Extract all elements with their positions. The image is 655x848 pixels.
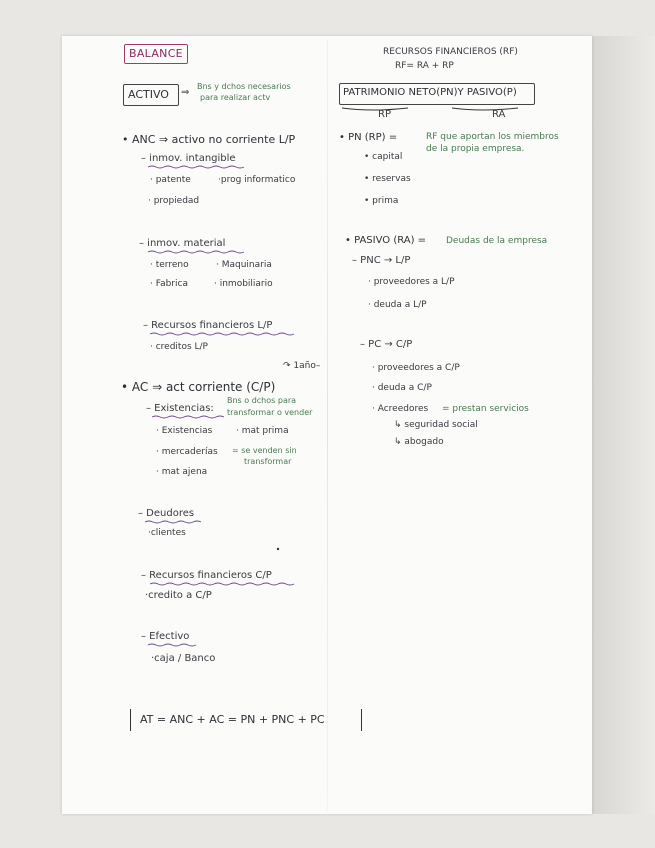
ac-heading: • AC ⇒ act corriente (C/P) [121, 380, 276, 394]
terreno: · terreno [150, 260, 189, 270]
rp-bracket [342, 108, 408, 110]
abogado: ↳ abogado [394, 437, 444, 447]
propiedad: · propiedad [148, 196, 200, 206]
activo-label: ACTIVO [128, 88, 169, 101]
ra-label: RA [492, 109, 506, 120]
recursos-financieros-lp: – Recursos financieros L/P [143, 320, 273, 331]
prima: • prima [364, 196, 399, 206]
pasivo-def: Deudas de la empresa [446, 236, 548, 246]
existencias-item: · Existencias [156, 426, 213, 436]
pn-heading: • PN (RP) = [339, 132, 398, 143]
anc-heading: • ANC ⇒ activo no corriente L/P [122, 133, 296, 146]
pnc-deuda: · deuda a L/P [368, 300, 427, 310]
page-title: BALANCE [129, 47, 183, 60]
recursos-financieros-cp: – Recursos financieros C/P [141, 570, 272, 581]
underline-existencias [152, 416, 224, 418]
underline-efectivo [148, 644, 196, 646]
prog-informatico: ·prog informatico [218, 175, 296, 185]
mat-ajena: · mat ajena [156, 467, 208, 477]
pnc-proveedores: · proveedores a L/P [368, 277, 455, 287]
reservas: • reservas [364, 174, 411, 184]
underline-recursos-lp [150, 333, 294, 335]
balance-formula: AT = ANC + AC = PN + PNC + PC [140, 713, 325, 726]
mercaderias-note-line2: transformar [244, 457, 292, 466]
creditos-lp: · creditos L/P [150, 342, 208, 352]
existencias-heading: – Existencias: [146, 403, 214, 414]
pc-proveedores: · proveedores a C/P [372, 363, 460, 373]
clientes: ·clientes [148, 528, 186, 538]
underline-recursos-cp [150, 583, 294, 585]
rf-heading: RECURSOS FINANCIEROS (RF) [383, 47, 518, 57]
activo-note-line1: Bns y dchos necesarios [197, 82, 291, 91]
mat-prima: · mat prima [236, 426, 289, 436]
deudores: – Deudores [138, 508, 195, 519]
patrimonio-label: PATRIMONIO NETO(PN)Y PASIVO(P) [343, 87, 517, 98]
caja-banco: ·caja / Banco [151, 653, 216, 664]
seguridad-social: ↳ seguridad social [394, 420, 478, 430]
acreedores-note: = prestan servicios [442, 404, 529, 414]
inmov-intangible: – inmov. intangible [141, 153, 236, 164]
underline-deudores [145, 521, 201, 523]
inmov-material: – inmov. material [139, 238, 226, 249]
activo-arrow: ⇒ [181, 87, 190, 98]
capital: • capital [364, 152, 403, 162]
maquinaria: · Maquinaria [216, 260, 272, 270]
stray-dot [277, 548, 279, 550]
acreedores: · Acreedores [372, 404, 429, 414]
pnc-heading: – PNC → L/P [352, 255, 411, 266]
inmobiliario: · inmobiliario [214, 279, 273, 289]
mercaderias-note-line1: = se venden sin [232, 446, 297, 455]
existencias-note-line2: transformar o vender [227, 408, 313, 417]
rf-formula: RF= RA + RP [395, 61, 454, 71]
efectivo: – Efectivo [141, 631, 190, 642]
fabrica: · Fabrica [150, 279, 188, 289]
pc-deuda: · deuda a C/P [372, 383, 432, 393]
underline-inmov-material [148, 251, 244, 253]
underline-inmov-intangible [148, 166, 244, 168]
ra-bracket [452, 108, 518, 110]
credito-cp: ·credito a C/P [145, 590, 212, 601]
pasivo-heading: • PASIVO (RA) = [345, 235, 427, 246]
pn-def-line2: de la propia empresa. [426, 144, 525, 154]
pc-heading: – PC → C/P [360, 339, 413, 350]
pn-def-line1: RF que aportan los miembros [426, 132, 559, 142]
mercaderias: · mercaderías [156, 447, 218, 457]
activo-note-line2: para realizar actv [200, 93, 271, 102]
patente: · patente [150, 175, 191, 185]
rp-label: RP [378, 109, 391, 120]
one-year-note: ↷ 1año– [283, 361, 321, 371]
existencias-note-line1: Bns o dchos para [227, 396, 297, 405]
